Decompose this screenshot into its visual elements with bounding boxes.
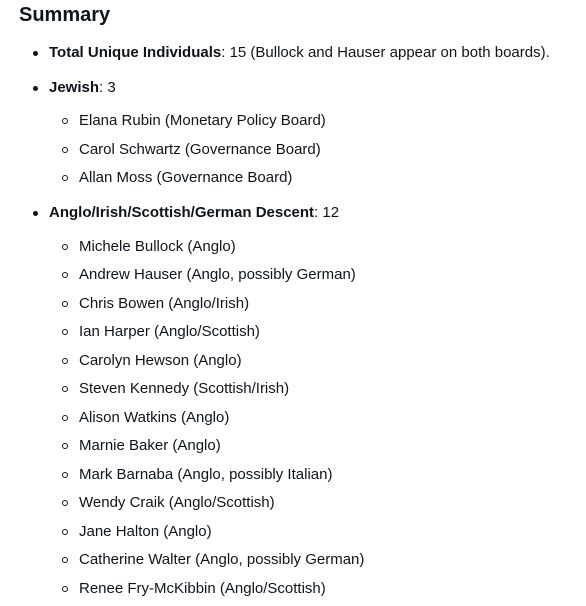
anglo-sublist bbox=[19, 237, 586, 599]
list-item: Renee Fry-McKibbin (Anglo/Scottish) bbox=[19, 579, 586, 599]
list-item: Michele Bullock (Anglo) bbox=[19, 237, 586, 257]
list-item: Ian Harper (Anglo/Scottish) bbox=[19, 322, 586, 342]
total-unique-label: Total Unique Individuals bbox=[49, 44, 222, 61]
summary-list bbox=[19, 43, 586, 98]
total-unique-value: : 15 (Bullock and Hauser appear on both boards). bbox=[221, 44, 550, 61]
jewish-sublist bbox=[19, 111, 586, 188]
jewish-item bbox=[19, 78, 586, 98]
list-item: Elana Rubin (Monetary Policy Board) bbox=[19, 111, 586, 131]
summary-heading: Summary bbox=[19, 4, 111, 26]
jewish-label: Jewish bbox=[49, 79, 100, 96]
list-item: Catherine Walter (Anglo, possibly German) bbox=[19, 550, 586, 570]
list-item: Jane Halton (Anglo) bbox=[19, 522, 586, 542]
list-item: Andrew Hauser (Anglo, possibly German) bbox=[19, 265, 586, 285]
summary-list-continued bbox=[19, 203, 586, 223]
list-item: Wendy Craik (Anglo/Scottish) bbox=[19, 493, 586, 513]
list-item: Steven Kennedy (Scottish/Irish) bbox=[19, 379, 586, 399]
list-item: Chris Bowen (Anglo/Irish) bbox=[19, 294, 586, 314]
list-item: Mark Barnaba (Anglo, possibly Italian) bbox=[19, 465, 586, 485]
list-item: Carol Schwartz (Governance Board) bbox=[19, 140, 586, 160]
total-unique-item bbox=[19, 43, 586, 63]
anglo-label: Anglo/Irish/Scottish/German Descent bbox=[49, 204, 315, 221]
jewish-value: : 3 bbox=[99, 79, 116, 96]
list-item: Alison Watkins (Anglo) bbox=[19, 408, 586, 428]
anglo-item bbox=[19, 203, 586, 223]
list-item: Marnie Baker (Anglo) bbox=[19, 436, 586, 456]
anglo-value: : 12 bbox=[314, 204, 340, 221]
list-item: Carolyn Hewson (Anglo) bbox=[19, 351, 586, 371]
list-item: Allan Moss (Governance Board) bbox=[19, 168, 586, 188]
